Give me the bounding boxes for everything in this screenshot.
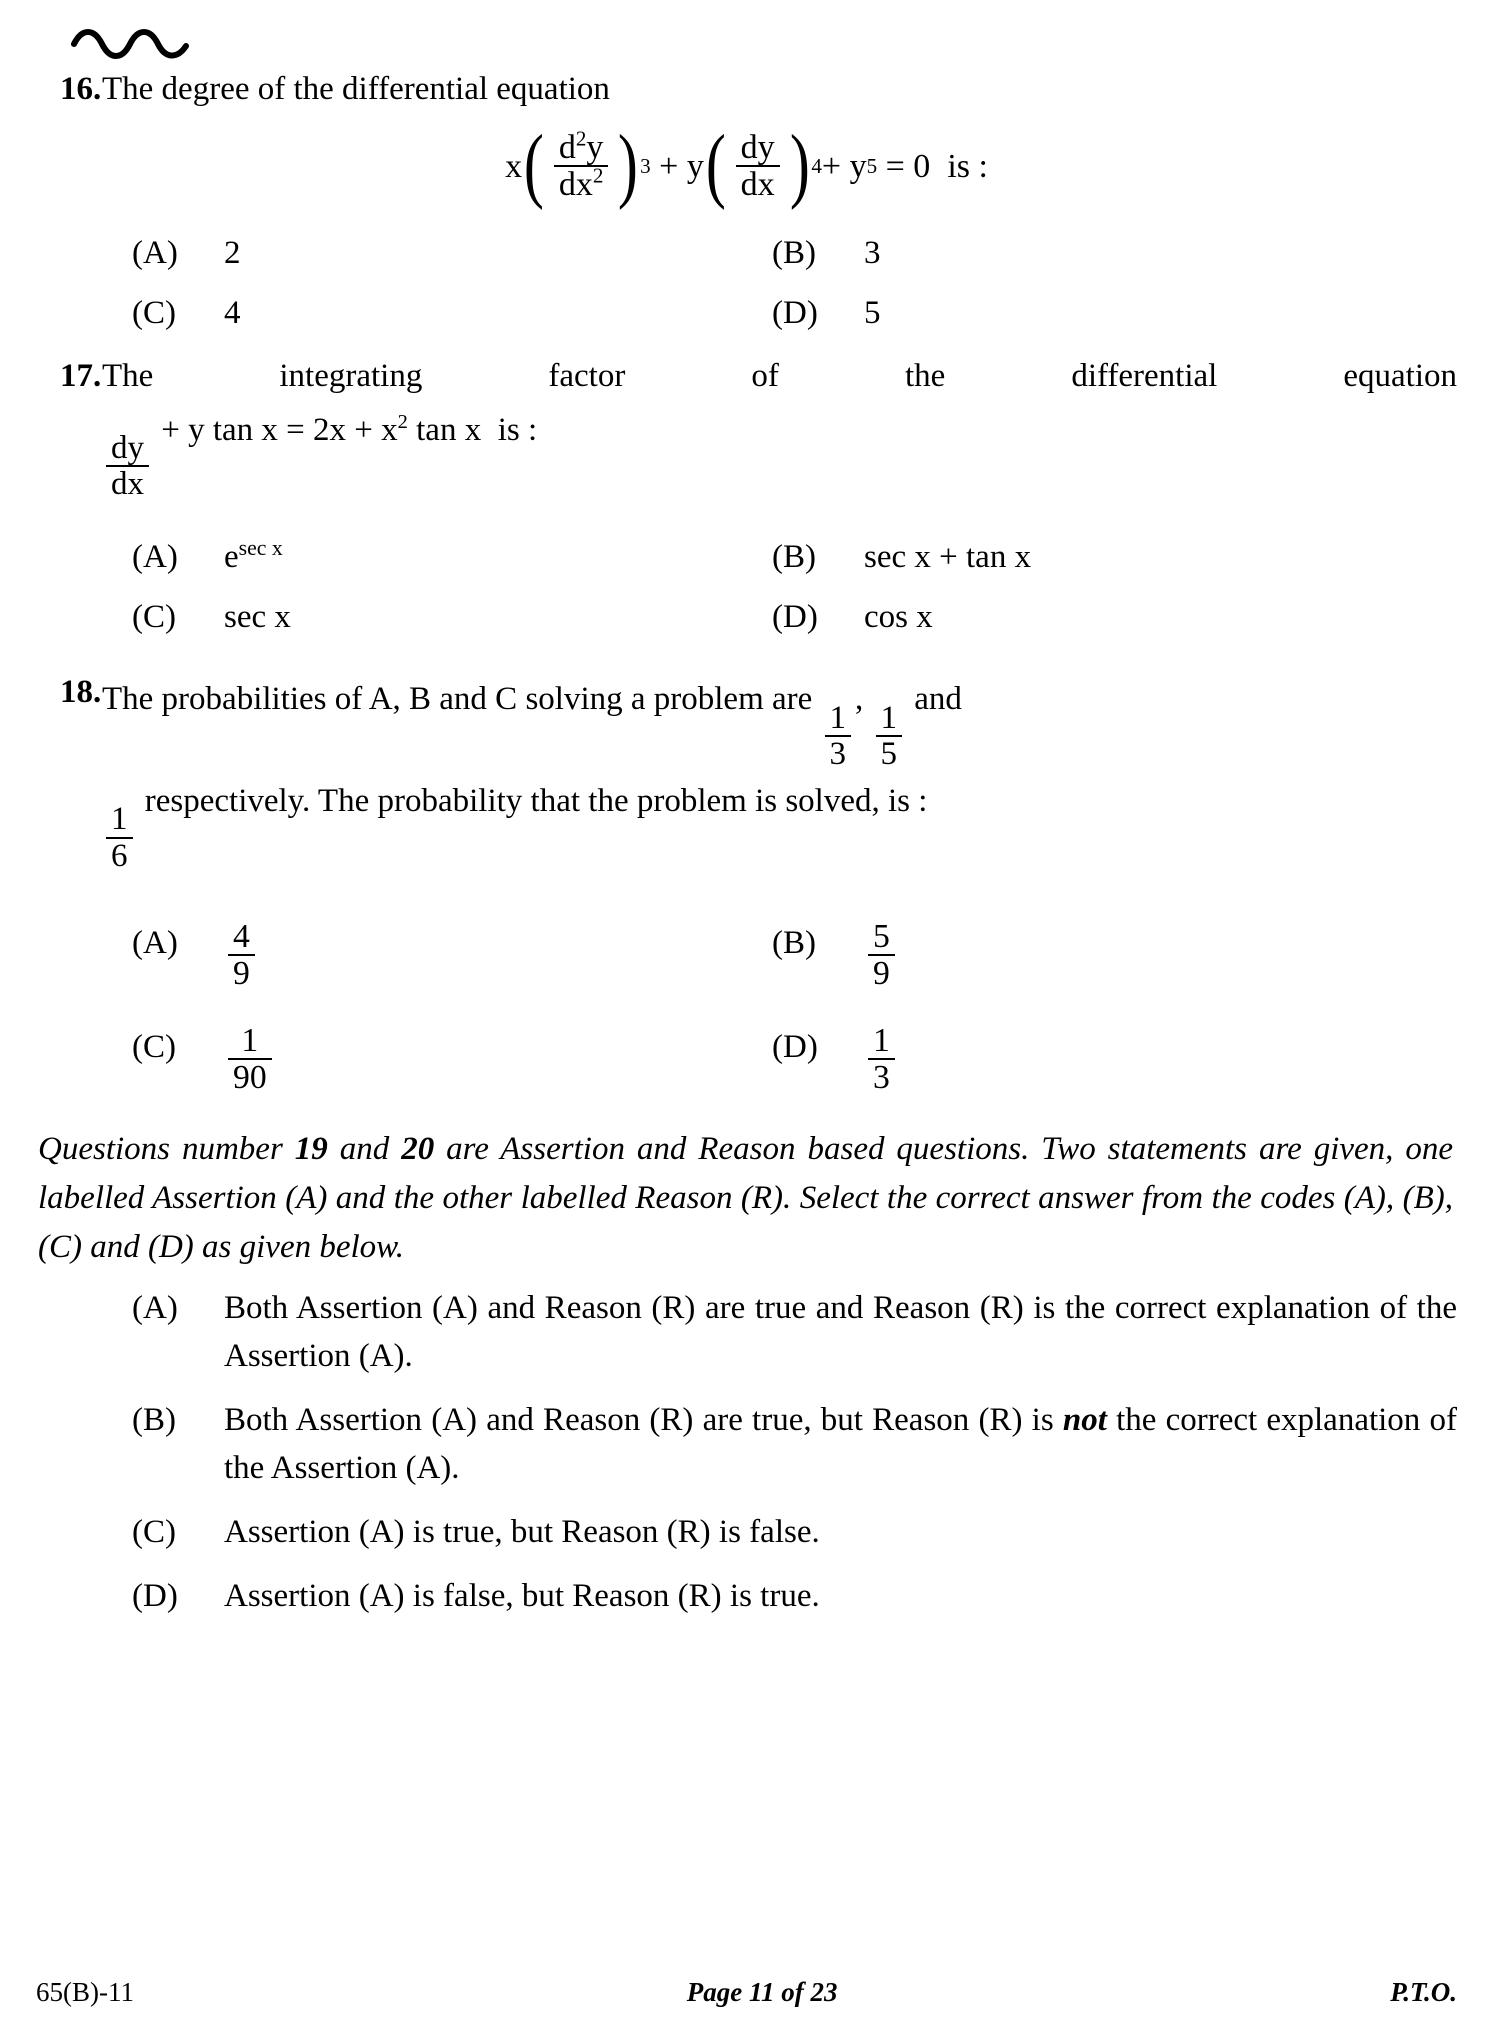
question-16-number: 16. (60, 71, 102, 107)
option-16-b[interactable] (772, 223, 1457, 283)
eq16-equals: = 0 (885, 147, 931, 185)
eq17-dx: dx (106, 465, 149, 501)
question-17-options (36, 527, 1457, 647)
option-17-d-tag: (D) (772, 599, 818, 636)
option-18-a-tag: (A) (132, 925, 178, 962)
option-17-b[interactable] (772, 527, 1457, 587)
q18-prob-2: $\frac{1}{5}$ (876, 701, 903, 772)
option-18-a-value: $\frac{4}{9}$ (224, 895, 772, 991)
option-17-a-base: e (224, 539, 239, 576)
option-16-a-value: 2 (224, 234, 241, 271)
assertion-option-c-text: Assertion (A) is true, but Reason (R) is false. (224, 1514, 820, 1551)
eq16-group-1 (522, 119, 640, 211)
option-17-b-tag: (B) (772, 539, 816, 576)
option-16-a-tag: (A) (132, 234, 178, 271)
eq17-rest-b: tan x (416, 411, 482, 448)
option-16-c[interactable] (132, 283, 772, 343)
assertion-option-b-emphasis: not (1062, 1402, 1107, 1439)
squiggle-line-icon (70, 24, 1457, 66)
question-18-stem-a: The probabilities of A, B and C solving a problem are (102, 681, 813, 718)
footer-page-number: Page 11 of 23 (686, 1977, 838, 2007)
option-16-d[interactable] (772, 283, 1457, 343)
option-16-c-value: 4 (224, 294, 241, 331)
eq16-group-2 (704, 119, 812, 211)
eq16-dy: dy (740, 129, 775, 166)
question-18 (36, 669, 1457, 873)
instruction-bold-19: 19 (294, 1131, 328, 1168)
question-17-equation (102, 399, 1457, 502)
eq16-coeff-x: x (505, 147, 523, 185)
eq16-dx: dx (558, 166, 593, 204)
option-16-d-tag: (D) (772, 294, 818, 331)
assertion-option-d-text: Assertion (A) is false, but Reason (R) is true. (224, 1578, 820, 1615)
option-18-c-value: $\frac{1}{90}$ (224, 999, 772, 1095)
option-17-b-value: sec x + tan x (864, 539, 1032, 576)
assertion-option-b-tag: (B) (132, 1402, 176, 1439)
instruction-part-1: Questions number (38, 1131, 295, 1168)
option-17-d[interactable] (772, 587, 1457, 647)
option-16-a[interactable] (132, 223, 772, 283)
question-17-stem: The integrating factor of the differential equation $\frac{dy}{dx}$ + y $\tan x = 2x + x^2$ tan x is : (102, 357, 1457, 503)
option-18-d-value: $\frac{1}{3}$ (864, 999, 1457, 1095)
option-17-c-value: sec x (224, 599, 291, 636)
q18-prob-1: $\frac{1}{3}$ (825, 701, 852, 772)
eq16-y: y (586, 129, 604, 166)
question-16-stem: The degree of the differential equation (102, 71, 610, 107)
option-18-c[interactable] (132, 995, 772, 1099)
eq16-dx2: dx (736, 165, 780, 202)
option-17-a-value (224, 534, 772, 580)
question-17-number: 17. (60, 357, 102, 394)
option-18-d-tag: (D) (772, 1029, 818, 1066)
question-18-number: 18. (60, 674, 102, 711)
option-18-b-value: $\frac{5}{9}$ (864, 895, 1457, 991)
assertion-reason-options (36, 1284, 1457, 1620)
question-17 (36, 353, 1457, 502)
option-17-a[interactable] (132, 527, 772, 587)
left-paren-icon: ( (523, 119, 544, 211)
assertion-option-a-text: Both Assertion (A) and Reason (R) are true and Reason (R) is the correct explanation of the Assertion (A). (224, 1290, 1457, 1375)
option-16-b-value: 3 (864, 234, 881, 271)
option-18-a[interactable] (132, 891, 772, 995)
eq17-dy: dy (111, 429, 144, 466)
left-paren-icon: ( (705, 119, 726, 211)
assertion-option-b-text: Both Assertion (A) and Reason (R) are true, but Reason (R) is not the correct explanation of the Assertion (A). (224, 1402, 1457, 1487)
eq16-dx-sup: 2 (592, 164, 604, 189)
eq16-coeff-y: y (686, 147, 704, 185)
eq17-x-sup: 2 (397, 410, 408, 433)
option-18-c-tag: (C) (132, 1029, 176, 1066)
page-footer (36, 1977, 1457, 2008)
q18-comma: , (855, 681, 864, 718)
q18-prob-3: $\frac{1}{6}$ (106, 802, 133, 873)
question-18-stem (102, 669, 1457, 873)
option-16-b-tag: (B) (772, 234, 816, 271)
right-paren-icon: ) (789, 119, 810, 211)
option-17-c-tag: (C) (132, 599, 176, 636)
footer-pto-note: P.T.O. (1390, 1977, 1457, 2007)
assertion-option-a[interactable] (132, 1284, 1457, 1380)
eq17-rest-a: + y tan x = 2x + x (161, 411, 398, 448)
assertion-option-d[interactable] (132, 1572, 1457, 1620)
eq16-y5-base: y (849, 147, 867, 185)
option-17-a-exponent: sec x (238, 536, 283, 561)
eq16-plus-2: + (821, 147, 842, 185)
assertion-option-c-tag: (C) (132, 1514, 176, 1551)
instruction-bold-20: 20 (401, 1131, 435, 1168)
option-17-a-tag: (A) (132, 539, 178, 576)
footer-paper-code: 65(B)-11 (36, 1977, 134, 2007)
option-17-c[interactable] (132, 587, 772, 647)
assertion-option-d-tag: (D) (132, 1578, 178, 1615)
instruction-part-2: and (327, 1131, 402, 1168)
assertion-option-b[interactable] (132, 1396, 1457, 1492)
question-16-options (36, 223, 1457, 343)
eq16-d: d (558, 129, 576, 166)
question-18-stem-b: respectively. The probability that the problem is solved, is : (144, 783, 928, 820)
eq16-tail: is : (947, 147, 988, 185)
eq16-plus-1: + (659, 147, 679, 185)
option-18-b[interactable] (772, 891, 1457, 995)
question-16-equation: x ( $\frac{d^2y}{dx^2}$ ) 3 + y ( $\frac{dy}{dx}$ ) 4 + y 5 = 0 is : (505, 119, 988, 211)
option-18-b-tag: (B) (772, 925, 816, 962)
option-16-d-value: 5 (864, 294, 881, 331)
eq17-tail: is : (497, 411, 538, 448)
question-16 (36, 66, 1457, 112)
option-18-d[interactable] (772, 995, 1457, 1099)
assertion-reason-instruction (36, 1125, 1457, 1272)
assertion-option-a-tag: (A) (132, 1290, 178, 1327)
right-paren-icon: ) (618, 119, 639, 211)
instruction-part-3: are Assertion and Reason based questions. Two statements are given, one labelled Assertion (A) and the other labelled Reason (R). Select the correct answer from the codes (A), (B), (C) and (D) as given below. (38, 1131, 1454, 1266)
assertion-option-c[interactable] (132, 1508, 1457, 1556)
eq16-d-sup: 2 (575, 126, 587, 151)
question-18-options (36, 891, 1457, 1099)
option-16-c-tag: (C) (132, 294, 176, 331)
q18-and: and (914, 681, 962, 718)
option-17-d-value: cos x (864, 599, 933, 636)
